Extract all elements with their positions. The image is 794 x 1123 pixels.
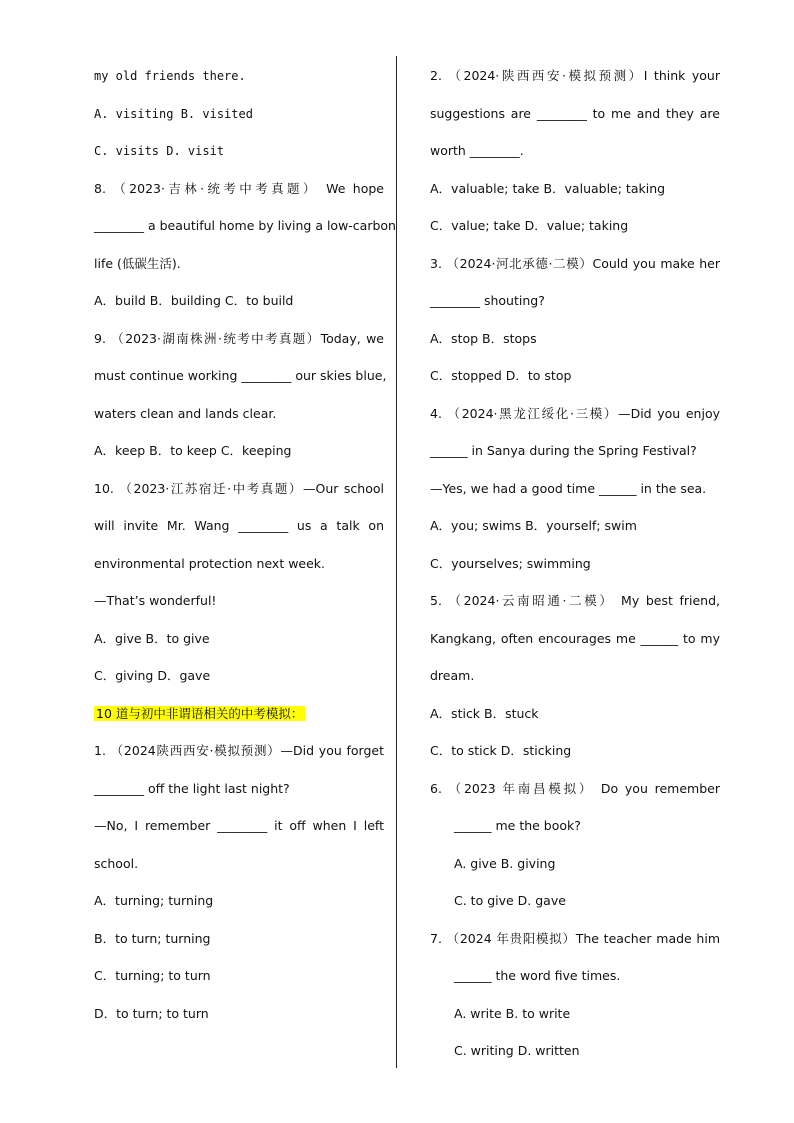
right-text-line: —Yes, we had a good time ______ in the sea. bbox=[430, 480, 707, 496]
left-text-line bbox=[94, 706, 384, 722]
left-text-line: 10. （2023·江苏宿迁·中考真题）—Our school bbox=[94, 480, 384, 496]
right-text-line: C．yourselves; swimming bbox=[430, 555, 591, 571]
left-text-line: environmental protection next week. bbox=[94, 555, 326, 571]
right-text-line: 6. （2023 年南昌模拟） Do you remember bbox=[430, 780, 720, 796]
left-text-line: school. bbox=[94, 855, 139, 871]
right-text-line: 7. （2024 年贵阳模拟）The teacher made him bbox=[430, 930, 720, 946]
right-text-line: A. write B. to write bbox=[454, 1005, 571, 1021]
left-text-line: C. visits D. visit bbox=[94, 144, 225, 158]
right-text-line: 5. （2024·云南昭通·二模） My best friend, bbox=[430, 593, 720, 608]
left-text-line: —No, I remember ________ it off when I left bbox=[94, 818, 384, 833]
column-divider bbox=[396, 56, 397, 1068]
left-text-line: 1. （2024陕西西安·模拟预测）—Did you forget bbox=[94, 743, 384, 758]
right-text-line: 3. （2024·河北承德·二模）Could you make her bbox=[430, 255, 720, 271]
left-text-line: my old friends there. bbox=[94, 69, 246, 83]
right-text-line: A. give B. giving bbox=[454, 855, 556, 871]
right-text-line: worth ________. bbox=[430, 143, 524, 158]
left-text-line: 9. （2023·湖南株洲·统考中考真题）Today, we bbox=[94, 330, 384, 346]
left-text-line: A．turning; turning bbox=[94, 893, 214, 908]
left-text-line: must continue working ________ our skies blue, bbox=[94, 368, 387, 383]
right-text-line: 2. （2024·陕西西安·模拟预测）I think your bbox=[430, 68, 720, 83]
left-text-line: A．keep B．to keep C．keeping bbox=[94, 443, 292, 458]
right-text-line: C. writing D. written bbox=[454, 1043, 580, 1058]
right-text-line: suggestions are ________ to me and they are bbox=[430, 105, 720, 121]
left-text-line: 8. （2023·吉林·统考中考真题） We hope bbox=[94, 180, 384, 196]
right-text-line: C．value; take D．value; taking bbox=[430, 218, 629, 233]
left-text-line: A．build B．building C．to build bbox=[94, 293, 294, 308]
left-text-line: life (低碳生活). bbox=[94, 255, 181, 271]
right-text-line: 4. （2024·黑龙江绥化·三模）—Did you enjoy bbox=[430, 405, 720, 421]
left-text-line: D．to turn; to turn bbox=[94, 1005, 209, 1021]
right-text-line: C．stopped D．to stop bbox=[430, 368, 572, 383]
left-text-line: B．to turn; turning bbox=[94, 930, 211, 946]
left-text-line: ________ off the light last night? bbox=[94, 780, 290, 796]
left-text-line: will invite Mr. Wang ________ us a talk on bbox=[94, 518, 384, 533]
right-text-line: ______ me the book? bbox=[454, 818, 581, 833]
right-text-line: A．stick B．stuck bbox=[430, 705, 539, 721]
right-text-line: C. to give D. gave bbox=[454, 893, 566, 908]
left-text-line: A．give B．to give bbox=[94, 630, 210, 646]
right-text-line: A．stop B．stops bbox=[430, 330, 537, 346]
left-text-line: C．turning; to turn bbox=[94, 968, 211, 983]
right-text-line: ______ in Sanya during the Spring Festival? bbox=[430, 443, 697, 458]
right-text-line: A．valuable; take B．valuable; taking bbox=[430, 180, 666, 196]
left-text-line: waters clean and lands clear. bbox=[94, 405, 277, 421]
left-text-line: A. visiting B. visited bbox=[94, 106, 253, 121]
right-text-line: ______ the word five times. bbox=[454, 968, 621, 983]
right-text-line: C．to stick D．sticking bbox=[430, 743, 572, 758]
right-text-line: A．you; swims B．yourself; swim bbox=[430, 518, 637, 533]
left-text-line: ________ a beautiful home by living a low-carbon bbox=[94, 218, 396, 233]
highlighted-section-heading: 10 道与初中非谓语相关的中考模拟： bbox=[96, 705, 304, 721]
right-text-line: dream. bbox=[430, 668, 475, 683]
left-text-line: C．giving D．gave bbox=[94, 668, 211, 683]
left-text-line: —That’s wonderful! bbox=[94, 593, 217, 608]
right-text-line: Kangkang, often encourages me ______ to my bbox=[430, 630, 720, 646]
right-text-line: ________ shouting? bbox=[430, 293, 545, 308]
